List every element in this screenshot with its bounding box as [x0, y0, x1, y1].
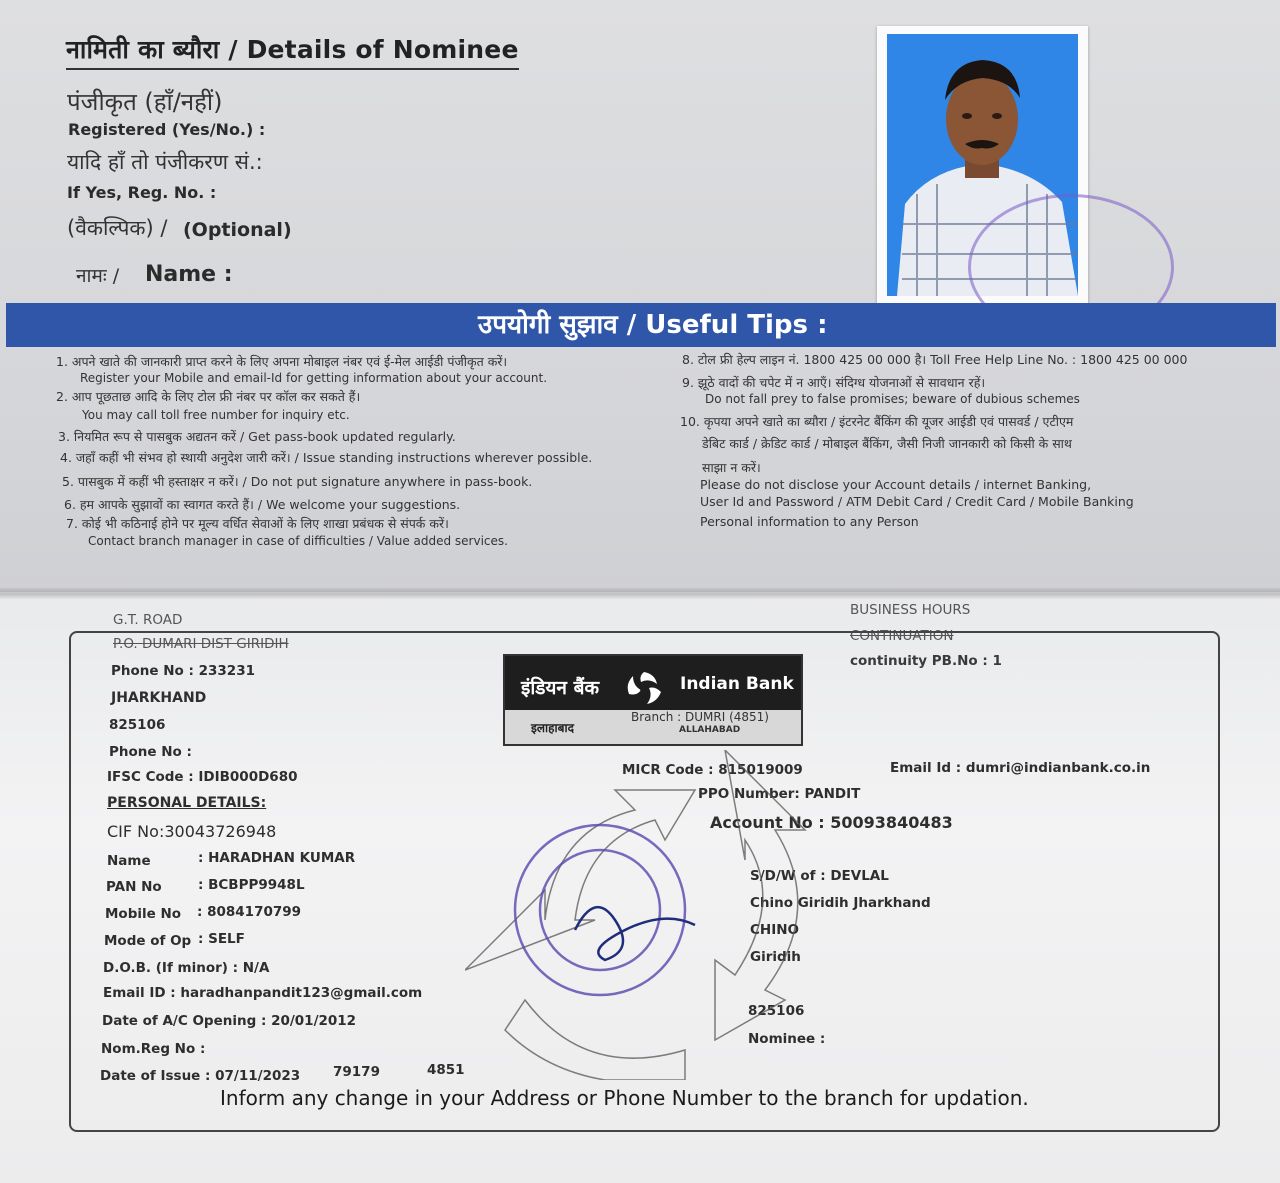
name-label-hindi: नामः / [76, 265, 120, 287]
branch-name: Branch : DUMRI (4851) [631, 710, 769, 724]
nominee-field: Nominee : [748, 1031, 826, 1047]
tip-line: 8. टोल फ्री हेल्प लाइन नं. 1800 425 00 000 है। Toll Free Help Line No. : 1800 425 00 000 [682, 352, 1188, 367]
tip-line: Register your Mobile and email-Id for getting information about your account. [80, 371, 548, 385]
issue-code: 79179 [333, 1064, 380, 1080]
micr-code: MICR Code : 815019009 [622, 762, 803, 778]
address-line-1: Chino Giridih Jharkhand [750, 895, 931, 911]
tip-line: User Id and Password / ATM Debit Card / Credit Card / Mobile Banking [700, 494, 1134, 509]
account-holder-name: : HARADHAN KUMAR [198, 850, 356, 866]
branch-po: P.O. DUMARI DIST GIRIDIH [113, 636, 289, 652]
bank-name-english: Indian Bank [680, 674, 794, 694]
ifsc-code: IFSC Code : IDIB000D680 [107, 769, 298, 785]
bank-watermark-stamp [465, 750, 835, 1080]
mode-of-op-label: Mode of Op [104, 933, 192, 949]
tip-line: 6. हम आपके सुझावों का स्वागत करते हैं। / We welcome your suggestions. [64, 497, 461, 512]
optional-label: (Optional) [183, 219, 292, 241]
tip-line: 7. कोई भी कठिनाई होने पर मूल्य वर्धित सेवाओं के लिए शाखा प्रबंधक से संपर्क करें। [66, 516, 449, 531]
pan-label: PAN No [106, 879, 162, 895]
continuation-label: CONTINUATION [850, 628, 954, 644]
tip-line: Contact branch manager in case of difficulties / Value added services. [88, 534, 508, 548]
relation-field: S/D/W of : DEVLAL [750, 868, 889, 884]
branch-phone-2: Phone No : [109, 744, 192, 760]
branch-state: JHARKHAND [111, 690, 207, 706]
dob-field: D.O.B. (If minor) : N/A [103, 960, 270, 976]
reg-no-label-hindi: यादि हाँ तो पंजीकरण सं.: [67, 150, 263, 174]
email-field: Email ID : haradhanpandit123@gmail.com [103, 985, 423, 1001]
tip-line: साझा न करें। [702, 460, 761, 475]
mode-of-op-value: : SELF [198, 931, 245, 947]
registered-label-hindi: पंजीकृत (हाँ/नहीं) [67, 88, 223, 116]
name-label: Name : [145, 262, 233, 287]
bank-logo-icon [621, 668, 667, 708]
branch-email: Email Id : dumri@indianbank.co.in [890, 760, 1151, 776]
tip-line: 2. आप पूछताछ आदि के लिए टोल फ्री नंबर पर कॉल कर सकते हैं। [56, 389, 361, 404]
tip-line: 1. अपने खाते की जानकारी प्राप्त करने के लिए अपना मोबाइल नंबर एवं ई-मेल आईडी पंजीकृत करें। [56, 354, 508, 369]
branch-phone: Phone No : 233231 [111, 663, 255, 679]
allahabad-english: ALLAHABAD [679, 725, 741, 735]
tip-line: 3. नियमित रूप से पासबुक अद्यतन करें / Get pass-book updated regularly. [58, 429, 456, 444]
useful-tips-title: उपयोगी सुझाव / Useful Tips : [478, 310, 828, 340]
date-of-opening: Date of A/C Opening : 20/01/2012 [102, 1013, 357, 1029]
registered-label: Registered (Yes/No.) : [68, 120, 266, 139]
pan-value: : BCBPP9948L [198, 877, 305, 893]
continuity-pb-no: continuity PB.No : 1 [850, 653, 1002, 669]
reg-no-label: If Yes, Reg. No. : [67, 183, 217, 202]
personal-details-heading: PERSONAL DETAILS: [107, 795, 267, 811]
tip-line: Please do not disclose your Account details / internet Banking, [700, 477, 1092, 492]
address-line-2: CHINO [750, 922, 800, 938]
tip-line: Personal information to any Person [700, 514, 919, 529]
branch-code: 4851 [427, 1062, 465, 1078]
bank-name-hindi: इंडियन बैंक [521, 677, 600, 699]
address-pin: 825106 [748, 1003, 805, 1019]
tip-line: 10. कृपया अपने खाते का ब्यौरा / इंटरनेट बैंकिंग की यूजर आईडी एवं पासवर्ड / एटीएम [680, 414, 1074, 429]
tip-line: डेबिट कार्ड / क्रेडिट कार्ड / मोबाइल बैंकिंग, जैसी निजी जानकारी को किसी के साथ [702, 436, 1072, 451]
tip-line: 9. झूठे वादों की चपेट में न आएँ। संदिग्ध योजनाओं से सावधान रहें। [682, 375, 986, 390]
optional-label-hindi: (वैकल्पिक) / [67, 216, 168, 240]
page-fold [0, 588, 1280, 600]
nominee-section-title: नामिती का ब्यौरा / Details of Nominee [66, 32, 519, 70]
address-line-3: Giridih [750, 949, 801, 965]
tip-line: 5. पासबुक में कहीं भी हस्ताक्षर न करें। / Do not put signature anywhere in pass-book. [62, 474, 533, 489]
date-of-issue: Date of Issue : 07/11/2023 [100, 1068, 301, 1084]
allahabad-hindi: इलाहाबाद [531, 721, 574, 735]
nomination-reg-no: Nom.Reg No : [101, 1041, 206, 1057]
name-field-label: Name [107, 853, 151, 869]
mobile-label: Mobile No [105, 906, 182, 922]
branch-pin: 825106 [109, 717, 166, 733]
business-hours: BUSINESS HOURS [850, 602, 971, 618]
tip-line: You may call toll free number for inquiry etc. [82, 408, 350, 422]
cif-number: CIF No:30043726948 [107, 822, 277, 841]
ppo-number: PPO Number: PANDIT [698, 786, 861, 802]
update-info-notice: Inform any change in your Address or Phone Number to the branch for updation. [220, 1086, 1029, 1110]
indian-bank-logo [503, 654, 803, 746]
account-number: Account No : 50093840483 [710, 813, 953, 832]
tip-line: Do not fall prey to false promises; beware of dubious schemes [705, 392, 1080, 406]
mobile-value: : 8084170799 [197, 904, 302, 920]
tip-line: 4. जहाँ कहीं भी संभव हो स्थायी अनुदेश जारी करें। / Issue standing instructions wherever possible. [60, 450, 593, 465]
branch-road: G.T. ROAD [113, 612, 183, 628]
